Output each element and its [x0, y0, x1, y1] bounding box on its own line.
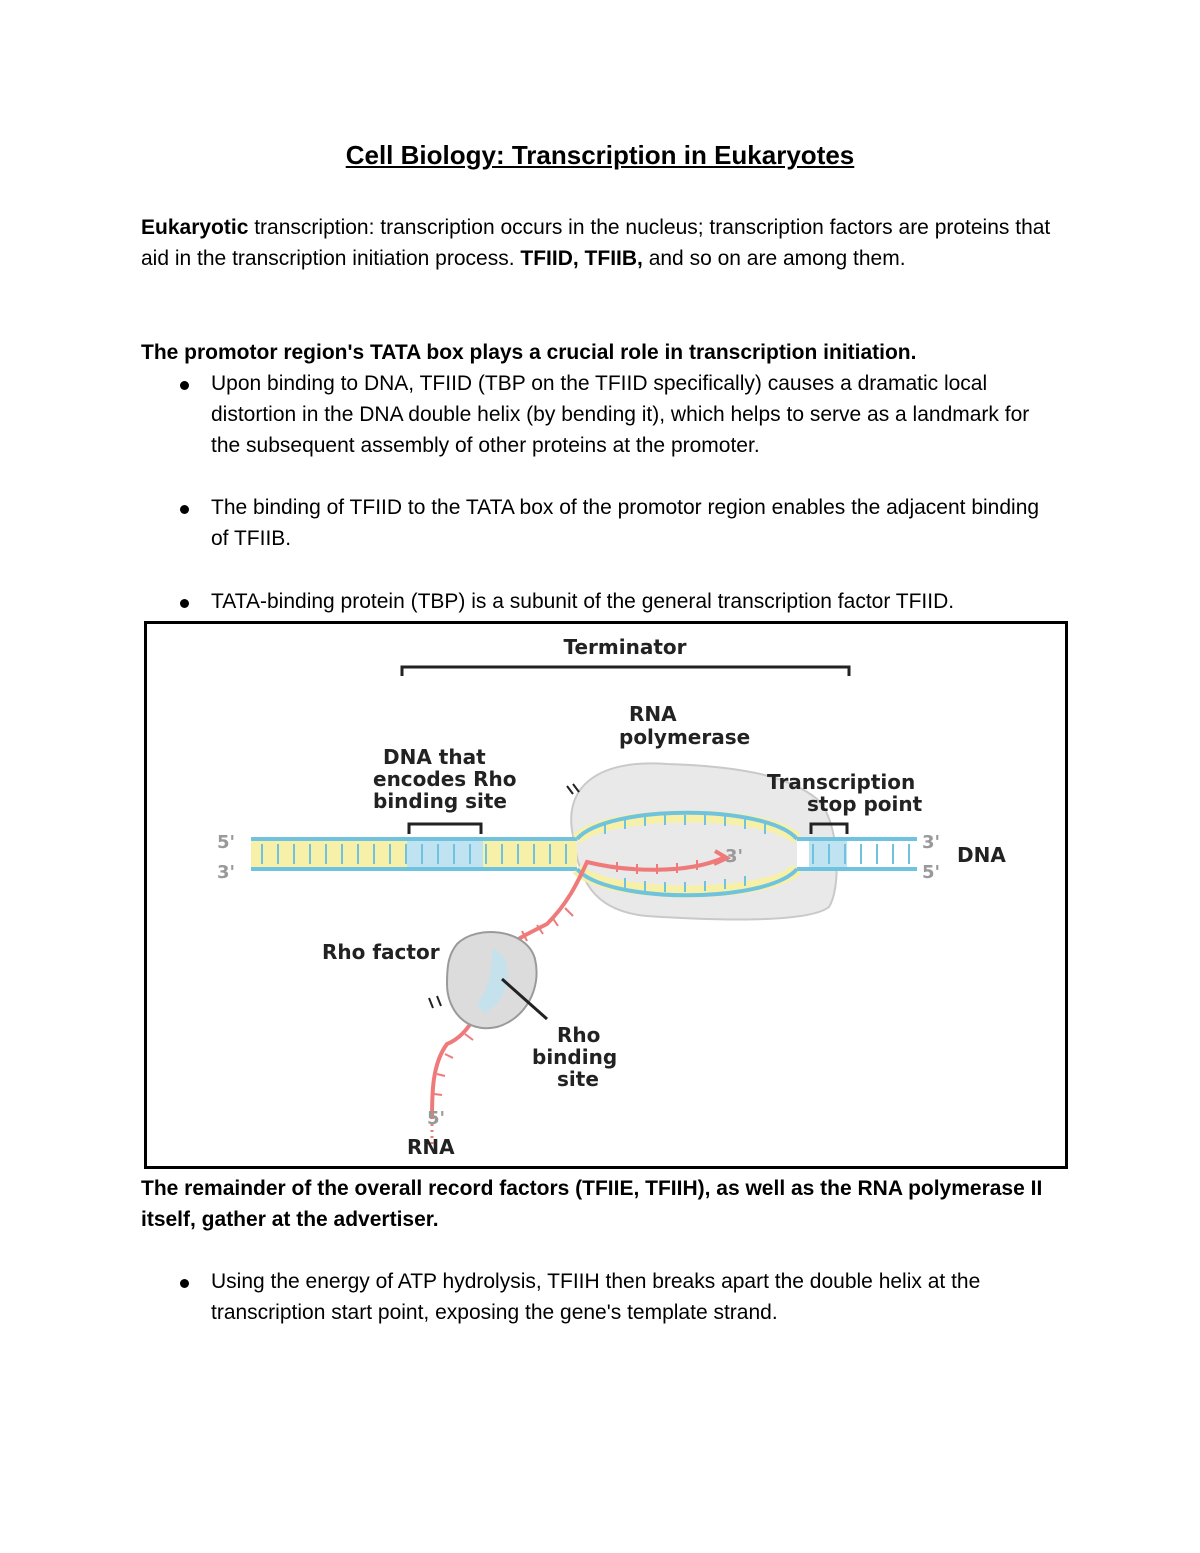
transcription-termination-figure — [144, 621, 1068, 1169]
bullet-icon — [180, 505, 189, 514]
stop-label-2: stop point — [807, 792, 923, 816]
five-prime-right-label: 5' — [922, 862, 941, 883]
intro-bold-factors: TFIID, TFIIB, — [520, 247, 643, 270]
page-title: Cell Biology: Transcription in Eukaryotes — [345, 140, 855, 170]
dna-rho-label-3: binding site — [373, 789, 507, 813]
terminator-bracket — [402, 667, 849, 676]
three-prime-right-label: 3' — [922, 832, 941, 853]
stop-label-1: Transcription — [767, 770, 916, 794]
three-prime-rna-label: 3' — [725, 846, 744, 867]
dna-rho-label-2: encodes Rho — [373, 767, 517, 791]
rho-site-label-2: binding — [532, 1045, 618, 1069]
rna-polymerase-label-1: RNA — [629, 702, 677, 726]
bullet-text: Upon binding to DNA, TFIID (TBP on the TFIID specifically) causes a dramatic local distortion in the DNA double helix (by bending it), which helps to serve as a landmark for the subsequent assembly of other proteins at the promoter. — [211, 372, 1030, 457]
bullet-text: TATA-binding protein (TBP) is a subunit of the general transcription factor TFIID. — [211, 590, 955, 613]
bullet-icon — [180, 381, 189, 390]
section2-heading: The remainder of the overall record factors (TFIIE, TFIIH), as well as the RNA polymerase II itself, gather at the advertiser. — [141, 1177, 1043, 1231]
five-prime-left-label: 5' — [217, 832, 236, 853]
bullet-text: Using the energy of ATP hydrolysis, TFIIH then breaks apart the double helix at the transcription start point, exposing the gene's template strand. — [211, 1270, 981, 1324]
rho-encoding-bracket — [409, 824, 481, 834]
dna-rho-encoding-segment — [407, 839, 483, 869]
dna-label: DNA — [957, 843, 1006, 867]
intro-paragraph — [141, 212, 1061, 274]
bullet-text: The binding of TFIID to the TATA box of the promotor region enables the adjacent binding of TFIIB. — [211, 496, 1040, 550]
figure-diagram — [147, 624, 1065, 1166]
rho-site-label-3: site — [557, 1067, 599, 1091]
rna-polymerase-label-2: polymerase — [619, 725, 751, 749]
rho-factor-label: Rho factor — [322, 940, 440, 964]
terminator-label: Terminator — [563, 635, 687, 659]
rna-label: RNA — [407, 1135, 455, 1159]
rho-site-label-1: Rho — [557, 1023, 601, 1047]
intro-text-1: transcription: transcription occurs in the nucleus; transcription factors are proteins that aid in the transcription initiation process. — [141, 216, 1051, 270]
bullet-icon — [180, 599, 189, 608]
section1-heading: The promotor region's TATA box plays a crucial role in transcription initiation. — [141, 341, 917, 364]
intro-text-2: and so on are among them. — [642, 247, 906, 270]
bullet-icon — [180, 1279, 189, 1288]
dna-rho-label-1: DNA that — [383, 745, 486, 769]
three-prime-left-label: 3' — [217, 862, 236, 883]
intro-bold-eukaryotic: Eukaryotic — [141, 216, 249, 239]
rho-motion-marks-icon — [429, 996, 441, 1008]
five-prime-rna-label: 5' — [427, 1108, 446, 1129]
